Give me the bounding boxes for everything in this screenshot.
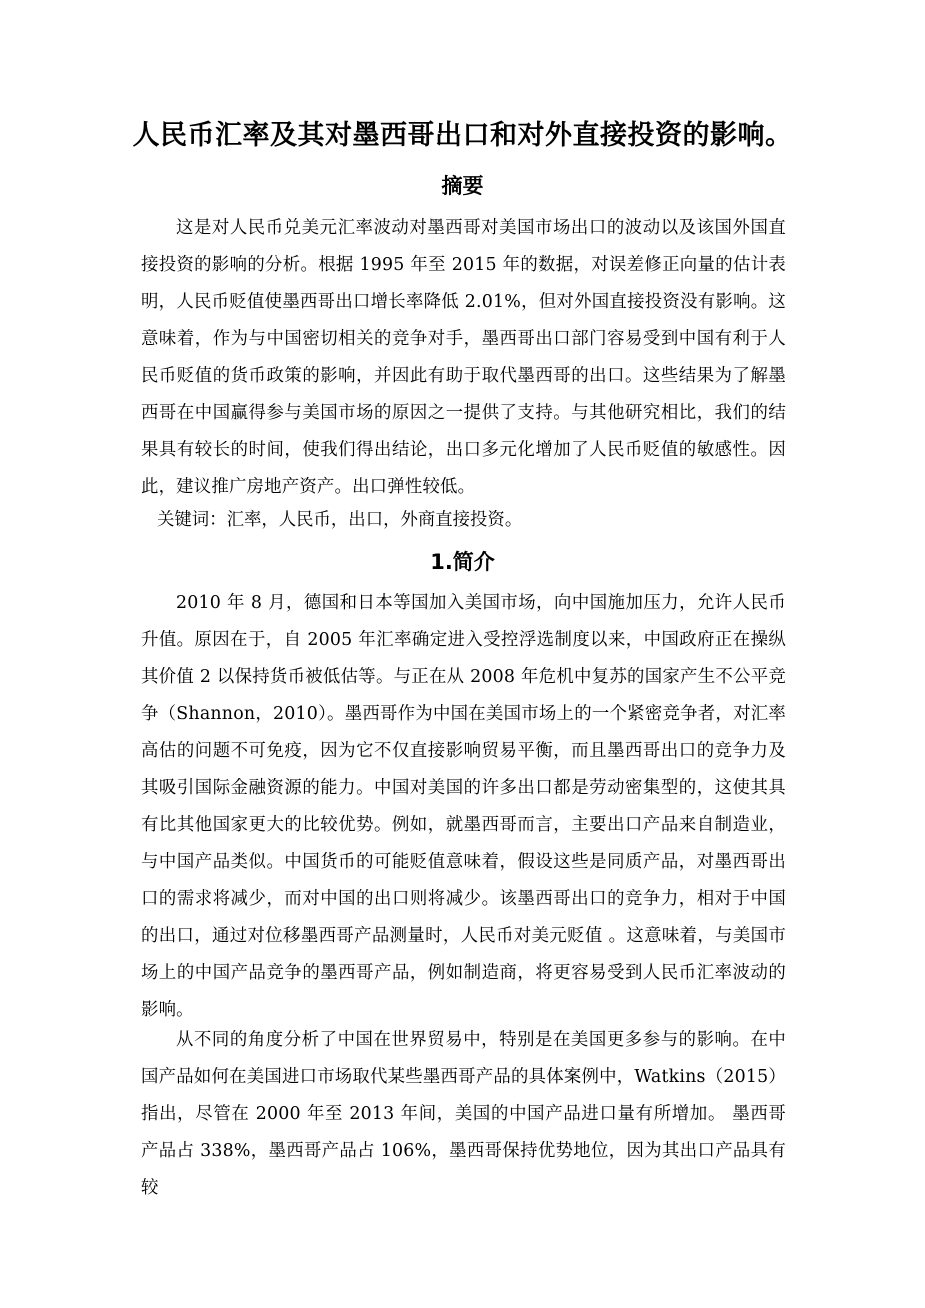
paper-title: 人民币汇率及其对墨西哥出口和对外直接投资的影响。 (132, 120, 793, 151)
keywords: 关键词：汇率，人民币，出口，外商直接投资。 (157, 510, 523, 530)
introduction-paragraph-2: 从不同的角度分析了中国在世界贸易中，特别是在美国更多参与的影响。在中国产品如何在美国进口市场取代某些墨西哥产品的具体案例中，Watkins（2015）指出，尽管在 2000 年至 2013 年间，美国的中国产品进口量有所增加。 墨西哥产品占 338%，墨西哥产品占 106%，墨西哥保持优势地位，因为其出口产品具有较 (141, 1030, 786, 1198)
abstract-heading: 摘要 (441, 174, 484, 198)
abstract-body: 这是对人民币兑美元汇率波动对墨西哥对美国市场出口的波动以及该国外国直接投资的影响的分析。根据 1995 年至 2015 年的数据，对误差修正向量的估计表明，人民币贬值使墨西哥出口增长率降低 2.01%，但对外国直接投资没有影响。这意味着，作为与中国密切相关的竞争对手，墨西哥出口部门容易受到中国有利于人民币贬值的货币政策的影响，并因此有助于取代墨西哥的出口。这些结果为了解墨西哥在中国赢得参与美国市场的原因之一提供了支持。与其他研究相比，我们的结果具有较长的时间，使我们得出结论，出口多元化增加了人民币贬值的敏感性。因此，建议推广房地产资产。出口弹性较低。 (141, 218, 786, 497)
introduction-heading: 1.简介 (430, 550, 495, 574)
introduction-paragraph-1: 2010 年 8 月，德国和日本等国加入美国市场，向中国施加压力，允许人民币升值。原因在于，自 2005 年汇率确定进入受控浮选制度以来，中国政府正在操纵其价值 2 以保持货币被低估等。与正在从 2008 年危机中复苏的国家产生不公平竞争（Shannon，2010）。墨西哥作为中国在美国市场上的一个紧密竞争者，对汇率高估的问题不可免疫，因为它不仅直接影响贸易平衡，而且墨西哥出口的竞争力及其吸引国际金融资源的能力。中国对美国的许多出口都是劳动密集型的，这使其具有比其他国家更大的比较优势。例如，就墨西哥而言，主要出口产品来自制造业，与中国产品类似。中国货币的可能贬值意味着，假设这些是同质产品，对墨西哥出口的需求将减少，而对中国的出口则将减少。该墨西哥出口的竞争力，相对于中国的出口，通过对位移墨西哥产品测量时，人民币对美元贬值 。这意味着，与美国市场上的中国产品竞争的墨西哥产品，例如制造商，将更容易受到人民币汇率波动的影响。 (141, 593, 786, 1020)
